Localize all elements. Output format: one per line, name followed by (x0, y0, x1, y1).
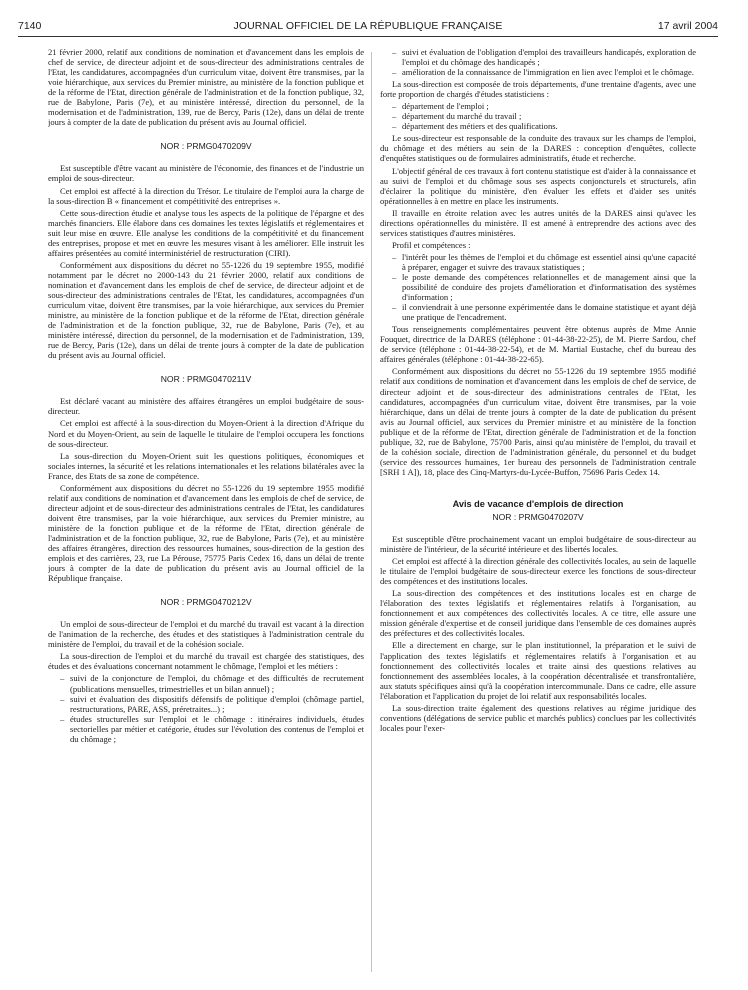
paragraph: Profil et compétences : (392, 239, 471, 250)
page-number: 7140 (18, 20, 42, 32)
right-column (380, 47, 696, 982)
nor-reference: NOR : PRMG0470209V (160, 141, 252, 152)
paragraph: Est déclaré vacant au ministère des affaires étrangères un emploi budgétaire de sous-directeur. (48, 396, 364, 417)
column-divider (371, 52, 372, 972)
paragraph: L'objectif général de ces travaux à fort contenu statistique est d'aider à la connaissance et au suivi de l'emploi et du chômage sous ses aspects conjoncturels et structurels, afin d'éclairer la politique du ministère, d'en évaluer les effets et d'aider ses unités opérationnelles à en mettre en place les instruments. (380, 165, 696, 206)
list-item: – suivi de la conjoncture de l'emploi, du chômage et des difficultés de recrutement (publications mensuelles, trimestrielles et un bilan annuel) ; (60, 673, 364, 693)
list-item: – amélioration de la connaissance de l'immigration en lien avec l'emploi et le chômage. (392, 67, 696, 77)
list-item: – département de l'emploi ; (392, 101, 696, 111)
paragraph: Le sous-directeur est responsable de la conduite des travaux sur les champs de l'emploi, du chômage et des métiers au sein de la DARES : conception d'enquêtes, collecte d'enquêtes statistiques ou de formulaires administratifs, étude et recherche. (380, 133, 696, 164)
bullet-list (380, 47, 696, 77)
left-column (48, 47, 364, 982)
bullet-list (380, 252, 696, 322)
bullet-list (48, 673, 364, 743)
list-item: – département des métiers et des qualifications. (392, 121, 696, 131)
paragraph: Conformément aux dispositions du décret no 55-1226 du 19 septembre 1955 modifié relatif aux conditions de nomination et d'avancement dans les emplois de chef de service, de directeur adjoint et de sous-directeur des administrations centrales de l'Etat, les candidatures doivent être transmises, par la voie hiérarchique, aux services du Premier ministre, au ministère de la fonction publique et de la réforme de l'Etat, direction générale de l'administration et de la fonction publique, 32, rue de Babylone, Paris (7e), et au ministère des affaires étrangères, direction des ressources humaines, sous-direction de la gestion des emplois et des carrières, 23, rue La Pérouse, 75775 Paris Cedex 16, dans un délai de trente jours à compter de la date de publication du présent avis au Journal officiel de la République française. (48, 482, 364, 584)
paragraph: Un emploi de sous-directeur de l'emploi et du marché du travail est vacant à la direction de l'animation de la recherche, des études et des statistiques à l'administration centrale du ministère de l'emploi, du travail et de la cohésion sociale. (48, 619, 364, 650)
nor-reference: NOR : PRMG0470207V (492, 511, 584, 522)
paragraph: Conformément aux dispositions du décret no 55-1226 du 19 septembre 1955, modifié notamment par le décret no 2000-143 du 21 février 2000, relatif aux conditions de nomination et d'avancement dans les emplois de chef de service, de directeur adjoint et de sous-directeur des administrations centrales de l'Etat, les candidatures, accompagnées d'un curriculum vitae, doivent être transmises, par la voie hiérarchique, aux services du Premier ministre, au ministère de la fonction publique et de la réforme de l'Etat, direction générale de l'administration et de la fonction publique, 32, rue de Babylone, Paris (7e), et au ministère intéressé, direction du personnel, de la modernisation et de l'administration, 139, rue de Bercy, Paris (12e), dans un délai de trente jours à compter de la date de publication du présent avis au Journal officiel. (48, 259, 364, 361)
list-item: – suivi et évaluation de l'obligation d'emploi des travailleurs handicapés, exploration de l'emploi et du chômage des handicapés ; (392, 47, 696, 67)
paragraph: Cet emploi est affecté à la sous-direction du Moyen-Orient à la direction d'Afrique du Nord et du Moyen-Orient, au sein de laquelle le titulaire de l'emploi occupera les fonctions de sous-directeur. (48, 418, 364, 449)
section-heading: Avis de vacance d'emplois de direction (452, 498, 624, 509)
paragraph: Cet emploi est affecté à la direction du Trésor. Le titulaire de l'emploi aura la charge de la sous-direction B « financement et compétitivité des entreprises ». (48, 185, 364, 206)
bullet-list (380, 101, 696, 131)
paragraph: La sous-direction des compétences et des institutions locales est en charge de l'élaboration des textes législatifs et réglementaires relatifs à l'organisation, au fonctionnement et aux compétences des collectivités locales. A ce titre, elle assure une mission générale d'expertise et de conseil juridique dans l'ensemble de ces domaines auprès des préfectures et des collectivités locales. (380, 588, 696, 639)
nor-reference: NOR : PRMG0470212V (160, 597, 252, 608)
list-item: – département du marché du travail ; (392, 111, 696, 121)
paragraph: Cette sous-direction étudie et analyse tous les aspects de la politique de l'épargne et des marchés financiers. Elle élabore dans ces domaines les textes législatifs et réglementaires et suit leur mise en œuvre. Elle analyse les conditions de la compétitivité et du financement des entreprises, propose et met en œuvre les mesures visant à les améliorer. Elle instruit les affaires présentées au comité interministériel de restructuration (CIRI). (48, 207, 364, 258)
paragraph: La sous-direction est composée de trois départements, d'une trentaine d'agents, avec une forte proportion de chargés d'études statisticiens : (380, 79, 696, 100)
paragraph: Tous renseignements complémentaires peuvent être obtenus auprès de Mme Annie Fouquet, directrice de la DARES (téléphone : 01-44-38-22-25), de M. Pierre Sardou, chef de service (téléphone : 01-44-38-22-54), et de M. Martial Eustache, chef du bureau des affaires générales (téléphone : 01-44-38-22-65). (380, 324, 696, 365)
paragraph: La sous-direction traite également des questions relatives au régime juridique des conventions (délégations de service public et marchés publics) conclues par les collectivités locales pour l'exer- (380, 702, 696, 733)
paragraph: La sous-direction du Moyen-Orient suit les questions politiques, économiques et sociales internes, la sécurité et les relations internationales et les relations bilatérales avec la France, des Etats de sa zone de compétence. (48, 450, 364, 481)
paragraph: 21 février 2000, relatif aux conditions de nomination et d'avancement dans les emplois de chef de service, de directeur adjoint et de sous-directeur des administrations centrales de l'Etat, les candidatures, accompagnées d'un curriculum vitae, doivent être transmises, par la voie hiérarchique, aux services du Premier ministre, au ministère de la fonction publique et de la réforme de l'Etat, direction générale de l'administration et de la fonction publique, 32, rue de Babylone, Paris (7e), et au ministère intéressé, direction du personnel, de la modernisation et de l'administration, 139, rue de Bercy, Paris (12e), dans un délai de trente jours à compter de la date de publication du présent avis au Journal officiel. (48, 47, 364, 128)
paragraph: Il travaille en étroite relation avec les autres unités de la DARES ainsi qu'avec les directions opérationnelles du ministère. Il est amené à entreprendre des actions avec des services statistiques d'autres ministères. (380, 207, 696, 238)
list-item: – suivi et évaluation des dispositifs défensifs de politique d'emploi (chômage partiel, restructurations, PARE, ASS, préretraites...) ; (60, 694, 364, 714)
paragraph: Est susceptible d'être prochainement vacant un emploi budgétaire de sous-directeur au ministère de l'intérieur, de la sécurité intérieure et des libertés locales. (380, 534, 696, 555)
header-rule (18, 36, 718, 37)
issue-date: 17 avril 2004 (657, 20, 718, 32)
paragraph: Conformément aux dispositions du décret no 55-1226 du 19 septembre 1955 modifié relatif aux conditions de nomination et d'avancement dans les emplois de chef de service, de directeur adjoint et de sous-directeur des administrations centrales de l'Etat, les candidatures, accompagnées d'un curriculum vitae, doivent être transmises, par la voie hiérarchique, dans un délai de trente jours à compter de la date de publication du présent avis au Journal officiel, aux services du Premier ministre et au ministère de la fonction publique et de la réforme de l'Etat, direction générale de l'administration et de la fonction publique, 32, rue de Babylone, 75700 Paris, ainsi qu'au ministère de l'emploi, du travail et de la cohésion sociale, direction de l'administration générale, du personnel et du budget (service des ressources humaines, 1er bureau des personnels de l'administration centrale [SRH 1 A]), 18, place des Cinq-Martyrs-du-Lycée-Buffon, 75696 Paris Cedex 14. (380, 366, 696, 477)
paragraph: Est susceptible d'être vacant au ministère de l'économie, des finances et de l'industrie un emploi de sous-directeur. (48, 163, 364, 184)
list-item: – il conviendrait à une personne expérimentée dans le domaine statistique et ayant déjà une pratique de l'encadrement. (392, 302, 696, 322)
nor-reference: NOR : PRMG0470211V (160, 374, 252, 385)
journal-title: JOURNAL OFFICIEL DE LA RÉPUBLIQUE FRANÇAISE (233, 20, 503, 32)
list-item: – l'intérêt pour les thèmes de l'emploi et du chômage est essentiel ainsi qu'une capacité à préparer, engager et suivre des travaux statistiques ; (392, 252, 696, 272)
list-item: – études structurelles sur l'emploi et le chômage : itinéraires individuels, études sectorielles par métier et catégorie, études sur l'évolution des contenus de l'emploi et du chômage ; (60, 714, 364, 744)
list-item: – le poste demande des compétences relationnelles et de management ainsi que la possibilité de conduire des projets d'amélioration et d'informatisation des systèmes d'information ; (392, 272, 696, 302)
paragraph: Elle a directement en charge, sur le plan institutionnel, la préparation et le suivi de l'application des textes législatifs et réglementaires relatifs à l'organisation et au fonctionnement des collectivités locales et traite ainsi des questions relatives au fonctionnement des assemblées locales, à la coopération décentralisée et transfrontalière, aux statuts spécifiques ainsi qu'à la coopération intercommunale. Dans ce cadre, elle assure l'élaboration et l'application du projet de loi relatif aux responsabilités locales. (380, 640, 696, 701)
paragraph: Cet emploi est affecté à la direction générale des collectivités locales, au sein de laquelle le titulaire de l'emploi budgétaire de sous-directeur exerce les fonctions de sous-directeur des compétences et des institutions locales. (380, 556, 696, 587)
paragraph: La sous-direction de l'emploi et du marché du travail est chargée des statistiques, des études et des évaluations concernant notamment le chômage, l'emploi et les métiers : (48, 651, 364, 672)
